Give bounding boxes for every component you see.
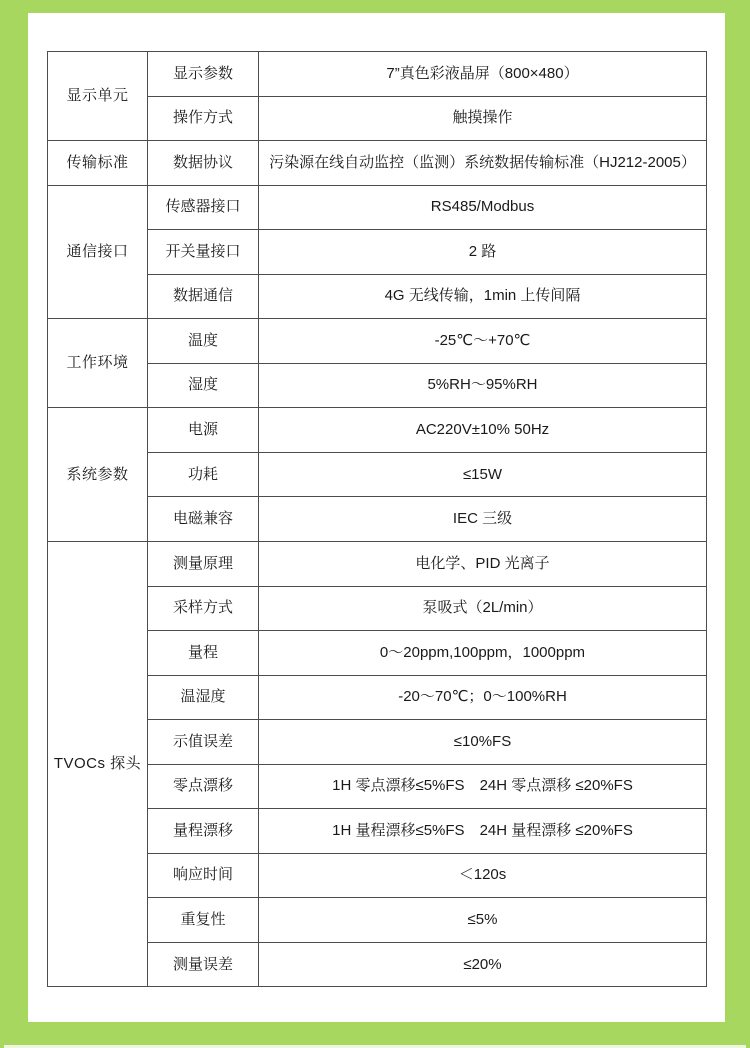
param-cell: 量程 [148, 631, 259, 676]
param-cell: 功耗 [148, 452, 259, 497]
table-row [48, 141, 707, 186]
value-cell: 2 路 [259, 230, 707, 275]
category-cell: 系统参数 [48, 408, 148, 542]
table-row [48, 52, 707, 97]
param-cell: 温湿度 [148, 675, 259, 720]
category-cell: 显示单元 [48, 52, 148, 141]
param-cell: 温度 [148, 319, 259, 364]
value-cell: 电化学、PID 光离子 [259, 542, 707, 587]
spec-card [28, 13, 725, 1022]
value-cell: 4G 无线传输，1min 上传间隔 [259, 274, 707, 319]
value-cell: RS485/Modbus [259, 185, 707, 230]
value-cell: -25℃～+70℃ [259, 319, 707, 364]
param-cell: 电磁兼容 [148, 497, 259, 542]
spec-table [47, 51, 707, 987]
value-cell: ≤10%FS [259, 720, 707, 765]
value-cell: ≤15W [259, 452, 707, 497]
category-cell: 传输标准 [48, 141, 148, 186]
param-cell: 显示参数 [148, 52, 259, 97]
param-cell: 开关量接口 [148, 230, 259, 275]
value-cell: 触摸操作 [259, 96, 707, 141]
value-cell: ≤20% [259, 942, 707, 987]
param-cell: 重复性 [148, 898, 259, 943]
value-cell: 0～20ppm,100ppm，1000ppm [259, 631, 707, 676]
table-row [48, 408, 707, 453]
param-cell: 数据协议 [148, 141, 259, 186]
table-row [48, 542, 707, 587]
param-cell: 操作方式 [148, 96, 259, 141]
param-cell: 零点漂移 [148, 764, 259, 809]
param-cell: 采样方式 [148, 586, 259, 631]
value-cell: 5%RH～95%RH [259, 363, 707, 408]
value-cell: ≤5% [259, 898, 707, 943]
category-cell: 通信接口 [48, 185, 148, 319]
value-cell: -20～70℃；0～100%RH [259, 675, 707, 720]
value-cell: 污染源在线自动监控（监测）系统数据传输标准（HJ212-2005） [259, 141, 707, 186]
value-cell: 1H 零点漂移≤5%FS 24H 零点漂移 ≤20%FS [259, 764, 707, 809]
value-cell: 7”真色彩液晶屏（800×480） [259, 52, 707, 97]
param-cell: 测量原理 [148, 542, 259, 587]
category-cell: TVOCs 探头 [48, 542, 148, 987]
param-cell: 数据通信 [148, 274, 259, 319]
param-cell: 电源 [148, 408, 259, 453]
param-cell: 传感器接口 [148, 185, 259, 230]
table-row [48, 185, 707, 230]
value-cell: 1H 量程漂移≤5%FS 24H 量程漂移 ≤20%FS [259, 809, 707, 854]
param-cell: 响应时间 [148, 853, 259, 898]
value-cell: AC220V±10% 50Hz [259, 408, 707, 453]
value-cell: 泵吸式（2L/min） [259, 586, 707, 631]
value-cell: ＜120s [259, 853, 707, 898]
param-cell: 测量误差 [148, 942, 259, 987]
category-cell: 工作环境 [48, 319, 148, 408]
value-cell: IEC 三级 [259, 497, 707, 542]
param-cell: 示值误差 [148, 720, 259, 765]
param-cell: 量程漂移 [148, 809, 259, 854]
param-cell: 湿度 [148, 363, 259, 408]
table-row [48, 319, 707, 364]
